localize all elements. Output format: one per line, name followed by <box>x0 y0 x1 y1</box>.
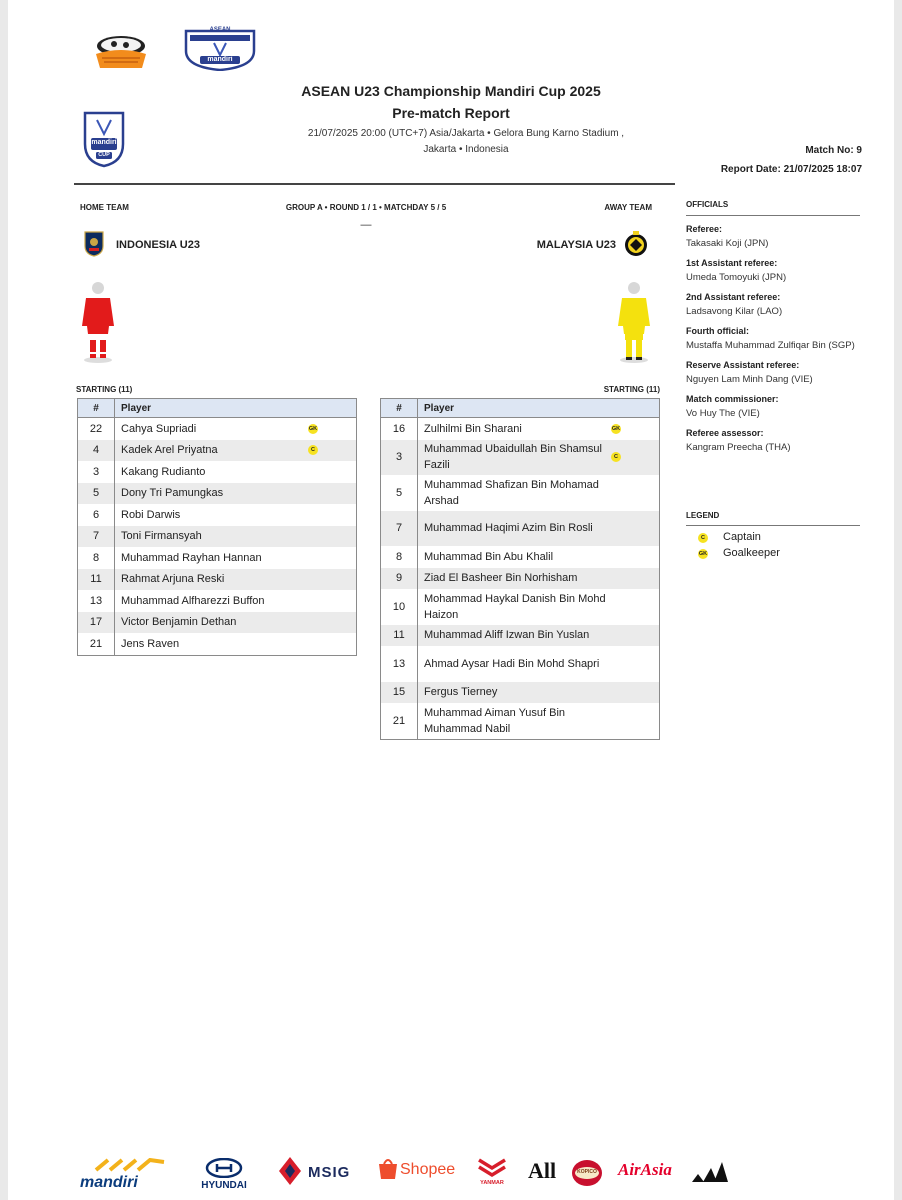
player-number: 7 <box>381 511 418 547</box>
player-number: 9 <box>381 568 418 590</box>
sponsor-footer <box>8 1150 894 1200</box>
player-cell <box>418 589 660 625</box>
player-number: 8 <box>78 547 115 569</box>
official-name: Ladsavong Kilar (LAO) <box>686 306 783 317</box>
official-entry <box>686 326 860 353</box>
player-name: Kadek Arel Priyatna <box>121 444 218 457</box>
table-row <box>381 589 660 625</box>
adidas-logo <box>690 1160 728 1184</box>
table-row <box>78 440 357 462</box>
goalkeeper-badge-icon: GK <box>611 425 621 432</box>
player-cell <box>115 504 357 526</box>
official-entry <box>686 292 860 319</box>
player-number: 6 <box>78 504 115 526</box>
away-lineup-body <box>381 418 660 740</box>
malaysia-crest <box>623 230 649 258</box>
official-name: Umeda Tomoyuki (JPN) <box>686 272 787 283</box>
official-name: Mustaffa Muhammad Zulfiqar Bin (SGP) <box>686 340 855 351</box>
shield-logo-cup: CUP <box>98 152 110 158</box>
player-cell <box>418 646 660 682</box>
player-name: Rahmat Arjuna Reski <box>121 573 225 586</box>
table-row <box>78 612 357 634</box>
table-row <box>78 526 357 548</box>
official-role: Fourth official: <box>686 326 749 336</box>
home-kit <box>78 278 118 364</box>
player-name: Toni Firmansyah <box>121 530 202 543</box>
score: — <box>360 219 372 231</box>
player-name: Victor Benjamin Dethan <box>121 616 237 629</box>
report-date: Report Date: 21/07/2025 18:07 <box>720 164 862 175</box>
cup-logo-top-text: ASEAN <box>209 27 231 33</box>
legend-title: LEGEND <box>686 511 720 520</box>
goalkeeper-label: Goalkeeper <box>723 547 780 559</box>
player-number: 22 <box>78 418 115 440</box>
player-name: Robi Darwis <box>121 508 181 521</box>
captain-badge-icon: C <box>611 452 621 462</box>
airasia-logo <box>618 1160 672 1180</box>
player-number: 21 <box>381 703 418 739</box>
official-role: Referee assessor: <box>686 428 764 438</box>
officials-list <box>686 224 860 455</box>
group-round-info: GROUP A • ROUND 1 / 1 • MATCHDAY 5 / 5 <box>285 203 447 212</box>
away-starting-label: STARTING (11) <box>603 385 660 394</box>
captain-badge-icon: C <box>308 445 318 455</box>
player-number: 3 <box>78 461 115 483</box>
all-logo-text: All <box>528 1158 557 1183</box>
home-lineup-table <box>77 398 357 656</box>
player-cell <box>418 568 660 590</box>
away-team-name: MALAYSIA U23 <box>536 239 616 251</box>
player-number: 15 <box>381 682 418 704</box>
cup-logo-bottom-text: mandiri <box>207 56 233 63</box>
player-number: 16 <box>381 418 418 440</box>
away-kit <box>614 278 654 364</box>
table-header <box>381 399 660 418</box>
shopee-logo-text: Shopee <box>400 1161 456 1178</box>
table-row <box>381 440 660 476</box>
player-number: 3 <box>381 440 418 476</box>
away-team-label: AWAY TEAM <box>604 203 652 212</box>
official-name: Vo Huy The (VIE) <box>686 408 760 419</box>
table-row <box>381 418 660 440</box>
legend-divider <box>686 525 860 526</box>
hyundai-logo-text: HYUNDAI <box>201 1180 247 1191</box>
player-number: 11 <box>381 625 418 647</box>
player-name: Zulhilmi Bin Sharani <box>424 422 522 435</box>
header-divider <box>74 183 675 185</box>
col-player: Player <box>115 399 357 418</box>
player-number: 5 <box>381 475 418 511</box>
official-name: Kangram Preecha (THA) <box>686 442 791 453</box>
all-logo <box>528 1158 556 1184</box>
player-number: 17 <box>78 612 115 634</box>
official-role: Referee: <box>686 224 723 234</box>
player-name: Ahmad Aysar Hadi Bin Mohd Shapri <box>424 657 600 670</box>
match-datetime-venue: 21/07/2025 20:00 (UTC+7) Asia/Jakarta • Gelora Bung Karno Stadium , <box>307 128 625 139</box>
official-name: Nguyen Lam Minh Dang (VIE) <box>686 374 813 385</box>
col-player: Player <box>418 399 660 418</box>
table-row <box>78 483 357 505</box>
kopico-logo-text: KOPICO <box>577 1169 597 1175</box>
player-name: Muhammad Aliff Izwan Bin Yuslan <box>424 629 590 642</box>
player-name: Dony Tri Pamungkas <box>121 487 224 500</box>
player-cell <box>115 440 357 462</box>
player-cell <box>418 440 660 476</box>
table-row <box>381 568 660 590</box>
report-title: Pre-match Report <box>392 105 510 121</box>
table-row <box>381 546 660 568</box>
legend-captain <box>686 530 860 546</box>
player-name: Muhammad Rayhan Hannan <box>121 551 262 564</box>
player-name: Muhammad Alfharezzi Buffon <box>121 594 265 607</box>
player-name: Muhammad Shafizan Bin Mohamad Arshad <box>424 478 599 507</box>
player-name: Muhammad Aiman Yusuf Bin Muhammad Nabil <box>424 706 566 735</box>
table-row <box>78 590 357 612</box>
player-cell <box>418 625 660 647</box>
player-number: 4 <box>78 440 115 462</box>
official-entry <box>686 360 860 387</box>
airasia-logo-text: AirAsia <box>618 1160 672 1179</box>
yanmar-logo-text: YANMAR <box>480 1180 504 1186</box>
player-cell <box>115 547 357 569</box>
player-cell <box>115 612 357 634</box>
mandiri-logo-text: mandiri <box>80 1174 138 1191</box>
home-team-label: HOME TEAM <box>80 203 129 212</box>
player-cell <box>115 418 357 440</box>
player-cell <box>115 590 357 612</box>
official-name: Takasaki Koji (JPN) <box>686 238 769 249</box>
goalkeeper-badge-icon: GK <box>698 551 708 557</box>
player-number: 21 <box>78 633 115 655</box>
player-cell <box>418 475 660 511</box>
captain-label: Captain <box>723 531 761 543</box>
table-row <box>78 504 357 526</box>
player-cell <box>418 511 660 547</box>
officials-divider <box>686 215 860 216</box>
msig-logo-text: MSIG <box>308 1164 351 1181</box>
player-cell <box>115 569 357 591</box>
player-number: 7 <box>78 526 115 548</box>
player-cell <box>418 418 660 440</box>
captain-badge-icon: C <box>698 533 708 543</box>
player-cell <box>115 483 357 505</box>
home-lineup-body <box>78 418 357 656</box>
player-name: Jens Raven <box>121 637 180 650</box>
official-entry <box>686 428 860 455</box>
shield-logo-text: mandiri <box>91 139 117 146</box>
official-role: Reserve Assistant referee: <box>686 360 800 370</box>
officials-title: OFFICIALS <box>686 200 729 209</box>
official-entry <box>686 394 860 421</box>
player-name: Mohammad Haykal Danish Bin Mohd Haizon <box>424 592 606 621</box>
player-number: 8 <box>381 546 418 568</box>
player-number: 10 <box>381 589 418 625</box>
table-row <box>78 633 357 655</box>
player-name: Cahya Supriadi <box>121 422 197 435</box>
player-name: Muhammad Ubaidullah Bin Shamsul Fazili <box>424 443 602 472</box>
kopico-logo <box>570 1158 604 1188</box>
match-location: Jakarta • Indonesia <box>423 144 509 155</box>
official-entry <box>686 224 860 251</box>
player-number: 5 <box>78 483 115 505</box>
col-number: # <box>381 399 418 418</box>
table-row <box>381 625 660 647</box>
player-cell <box>418 703 660 739</box>
table-row <box>78 569 357 591</box>
player-number: 11 <box>78 569 115 591</box>
legend-goalkeeper <box>686 546 860 562</box>
player-name: Muhammad Bin Abu Khalil <box>424 550 554 563</box>
table-row <box>381 646 660 682</box>
table-row <box>381 703 660 739</box>
table-row <box>78 461 357 483</box>
legend-panel <box>686 511 860 562</box>
official-role: Match commissioner: <box>686 394 779 404</box>
player-cell <box>115 633 357 655</box>
player-number: 13 <box>78 590 115 612</box>
goalkeeper-badge-icon: GK <box>308 425 318 432</box>
table-row <box>381 475 660 511</box>
home-team-name: INDONESIA U23 <box>116 239 200 251</box>
officials-panel <box>686 200 860 462</box>
table-header <box>78 399 357 418</box>
player-cell <box>115 526 357 548</box>
official-entry <box>686 258 860 285</box>
official-role: 2nd Assistant referee: <box>686 292 781 302</box>
away-lineup-table <box>380 398 660 740</box>
table-row <box>381 682 660 704</box>
player-name: Fergus Tierney <box>424 686 498 699</box>
match-number: Match No: 9 <box>805 145 862 156</box>
aff-logo <box>92 32 150 70</box>
player-cell <box>115 461 357 483</box>
official-role: 1st Assistant referee: <box>686 258 778 268</box>
player-cell <box>418 546 660 568</box>
tournament-title: ASEAN U23 Championship Mandiri Cup 2025 <box>301 83 601 99</box>
table-row <box>78 418 357 440</box>
player-name: Kakang Rudianto <box>121 465 206 478</box>
table-row <box>381 511 660 547</box>
indonesia-crest <box>84 231 104 257</box>
player-cell <box>418 682 660 704</box>
asean-cup-logo <box>182 27 258 71</box>
player-number: 13 <box>381 646 418 682</box>
col-number: # <box>78 399 115 418</box>
player-name: Ziad El Basheer Bin Norhisham <box>424 572 578 585</box>
home-starting-label: STARTING (11) <box>76 385 133 394</box>
report-page <box>8 0 894 1200</box>
player-name: Muhammad Haqimi Azim Bin Rosli <box>424 522 593 535</box>
table-row <box>78 547 357 569</box>
